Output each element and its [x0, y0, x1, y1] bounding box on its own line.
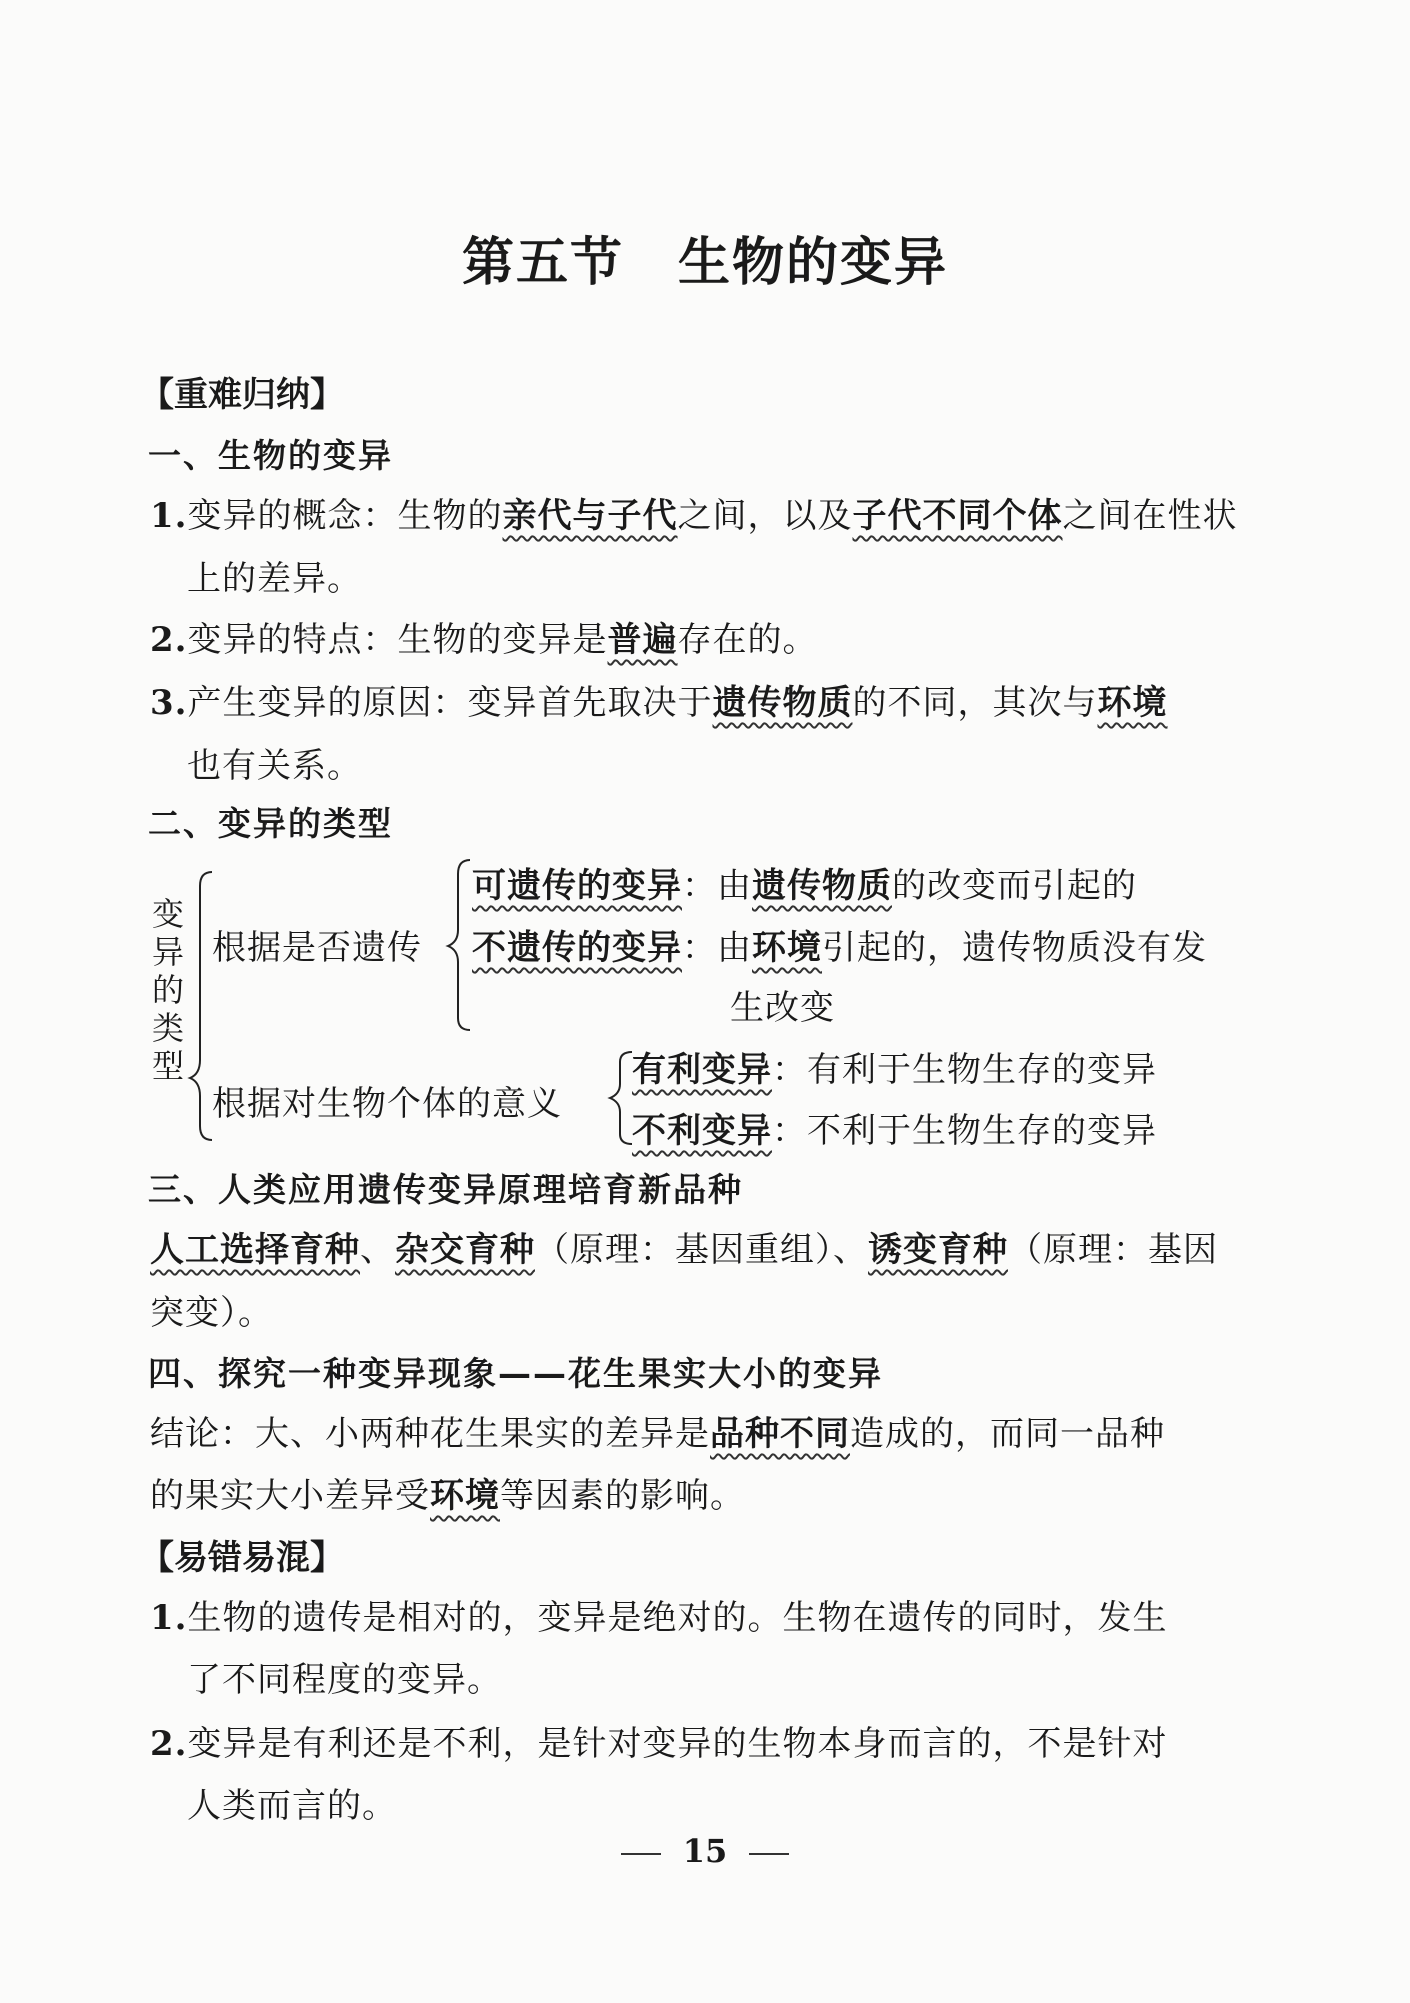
s4-body	[150, 1406, 1165, 1455]
diagram-b1-item-2-cont: 生改变	[730, 988, 835, 1028]
keyword: 环境	[752, 928, 822, 968]
keyword: 杂交育种	[395, 1230, 535, 1270]
text: ：由	[682, 928, 752, 968]
text: 变异的特点：生物的变异是	[187, 620, 608, 660]
item-number: 2.	[150, 1724, 188, 1764]
text: ：不利于生物生存的变异	[772, 1111, 1157, 1151]
text: 的不同，其次与	[852, 683, 1098, 723]
s3-body-cont: 突变）。	[150, 1293, 273, 1333]
text: 结论：大、小两种花生果实的差异是	[150, 1414, 710, 1454]
text: ：由	[682, 866, 752, 906]
page-title: 第五节 生物的变异	[461, 233, 948, 293]
section-1-heading: 一、生物的变异	[148, 436, 393, 475]
s1-item-1-cont: 上的差异。	[187, 559, 362, 599]
diagram-b2-item-1	[632, 1042, 1157, 1091]
keyword: 有利变异	[632, 1050, 772, 1090]
diagram-branch-1: 根据是否遗传	[212, 928, 422, 968]
text: 变异的概念：生物的	[187, 496, 503, 536]
diagram-branch-2: 根据对生物个体的意义	[212, 1084, 562, 1124]
keyword: 环境	[1097, 683, 1168, 723]
footer-dash	[621, 1853, 661, 1855]
keyword: 遗传物质	[752, 866, 892, 906]
diagram-b2-item-2	[632, 1103, 1157, 1152]
keyword: 不利变异	[632, 1111, 772, 1151]
keyword: 诱变育种	[868, 1230, 1008, 1270]
keyword: 人工选择育种	[150, 1230, 360, 1270]
text: 等因素的影响。	[500, 1476, 745, 1516]
section-2-heading: 二、变异的类型	[148, 804, 393, 843]
root-char: 的	[151, 971, 184, 1009]
text: 、	[360, 1230, 395, 1270]
text: ：有利于生物生存的变异	[772, 1050, 1157, 1090]
text: （原理：基因重组）、	[535, 1230, 868, 1270]
keyword: 子代不同个体	[852, 496, 1063, 536]
text: （原理：基因	[1008, 1230, 1218, 1270]
root-char: 变	[151, 895, 184, 933]
text: 存在的。	[677, 620, 818, 660]
page-footer	[0, 1832, 1410, 1870]
text: 造成的，而同一品种	[850, 1414, 1165, 1454]
text: 产生变异的原因：变异首先取决于	[187, 683, 713, 723]
s3-body	[150, 1222, 1218, 1271]
text: 变异是有利还是不利，是针对变异的生物本身而言的，不是针对	[187, 1724, 1168, 1764]
diagram-b1-item-2	[472, 920, 1207, 969]
s1-item-3-cont: 也有关系。	[187, 746, 362, 786]
item-number: 2.	[150, 620, 188, 660]
section-4-heading: 四、探究一种变异现象——花生果实大小的变异	[148, 1354, 883, 1393]
s4-body-cont	[150, 1468, 745, 1517]
text: 引起的，遗传物质没有发	[822, 928, 1207, 968]
text: 的果实大小差异受	[150, 1476, 430, 1516]
keyword: 不遗传的变异	[472, 928, 682, 968]
footer-dash	[749, 1853, 789, 1855]
keyword: 可遗传的变异	[472, 866, 682, 906]
item-number: 3.	[150, 683, 188, 723]
item-number: 1.	[150, 1598, 188, 1638]
confusion-item-1	[150, 1590, 1168, 1639]
keyword: 普遍	[607, 620, 678, 660]
diagram-b1-item-1	[472, 858, 1137, 907]
confusion-item-2	[150, 1716, 1168, 1765]
keyword: 环境	[430, 1476, 500, 1516]
text: 生物的遗传是相对的，变异是绝对的。生物在遗传的同时，发生	[187, 1598, 1168, 1638]
keyword: 遗传物质	[712, 683, 853, 723]
root-char: 异	[151, 933, 184, 971]
root-char: 类	[151, 1009, 184, 1047]
text: 之间在性状	[1062, 496, 1238, 536]
text: 的改变而引起的	[892, 866, 1137, 906]
text: 之间，以及	[677, 496, 853, 536]
confusion-item-1-cont: 了不同程度的变异。	[187, 1660, 502, 1700]
confusion-heading: 【易错易混】	[140, 1538, 344, 1578]
confusion-item-2-cont: 人类而言的。	[187, 1786, 397, 1826]
keyword: 亲代与子代	[502, 496, 678, 536]
section-3-heading: 三、人类应用遗传变异原理培育新品种	[148, 1170, 743, 1209]
key-points-heading: 【重难归纳】	[140, 375, 344, 415]
keyword: 品种不同	[710, 1414, 850, 1454]
root-char: 型	[151, 1047, 184, 1085]
page-number: 15	[682, 1832, 728, 1870]
item-number: 1.	[150, 496, 188, 536]
